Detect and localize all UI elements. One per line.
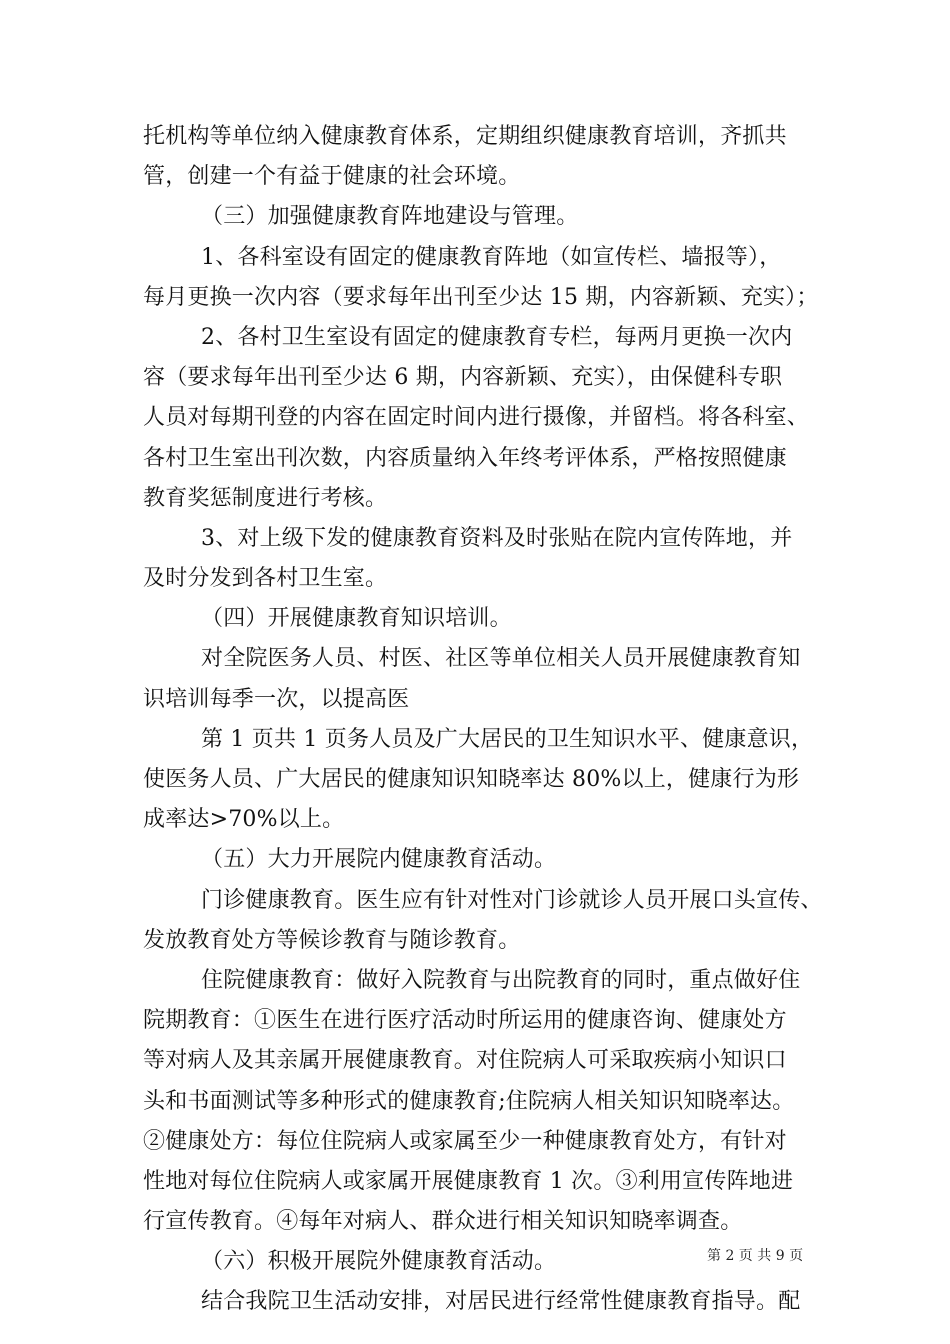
text-line: 每月更换一次内容（要求每年出刊至少达 15 期，内容新颖、充实）；: [143, 284, 819, 310]
text-line: 3、对上级下发的健康教育资料及时张贴在院内宣传阵地，并: [201, 525, 793, 551]
text-line: 教育奖惩制度进行考核。: [143, 485, 388, 511]
text-line: 院期教育：①医生在进行医疗活动时所运用的健康咨询、健康处方: [143, 1008, 787, 1034]
text-line: （三）加强健康教育阵地建设与管理。: [201, 204, 579, 230]
text-line: （五）大力开展院内健康教育活动。: [201, 847, 557, 873]
text-line: 人员对每期刊登的内容在固定时间内进行摄像，并留档。将各科室、: [143, 405, 810, 431]
text-line: 第 1 页共 1 页务人员及广大居民的卫生知识水平、健康意识，: [201, 726, 814, 752]
text-line: （六）积极开展院外健康教育活动。: [201, 1249, 557, 1275]
text-line: 容（要求每年出刊至少达 6 期，内容新颖、充实），由保健科专职: [143, 365, 783, 391]
text-line: 住院健康教育：做好入院教育与出院教育的同时，重点做好住: [201, 967, 801, 993]
text-line: 结合我院卫生活动安排，对居民进行经常性健康教育指导。配: [201, 1289, 801, 1315]
text-line: ②健康处方：每位住院病人或家属至少一种健康教育处方，有针对: [143, 1128, 787, 1154]
text-line: 2、各村卫生室设有固定的健康教育专栏，每两月更换一次内: [201, 324, 793, 350]
text-line: （四）开展健康教育知识培训。: [201, 606, 512, 632]
text-line: 门诊健康教育。医生应有针对性对门诊就诊人员开展口头宣传、: [201, 887, 823, 913]
text-line: 等对病人及其亲属开展健康教育。对住院病人可采取疾病小知识口: [143, 1048, 787, 1074]
page-footer: 第 2 页 共 9 页: [707, 1248, 804, 1264]
text-line: 1、各科室设有固定的健康教育阵地（如宣传栏、墙报等），: [201, 244, 782, 270]
text-line: 识培训每季一次，以提高医: [143, 686, 410, 712]
text-line: 成率达>70%以上。: [143, 807, 345, 833]
text-line: 各村卫生室出刊次数，内容质量纳入年终考评体系，严格按照健康: [143, 445, 787, 471]
text-line: 使医务人员、广大居民的健康知识知晓率达 80%以上，健康行为形: [143, 767, 800, 792]
text-line: 对全院医务人员、村医、社区等单位相关人员开展健康教育知: [201, 646, 801, 672]
document-body: [143, 117, 823, 1323]
text-line: 管，创建一个有益于健康的社会环境。: [143, 164, 521, 190]
text-line: 及时分发到各村卫生室。: [143, 566, 388, 592]
text-line: 头和书面测试等多种形式的健康教育;住院病人相关知识知晓率达。: [143, 1088, 795, 1114]
text-line: 发放教育处方等候诊教育与随诊教育。: [143, 927, 521, 953]
text-line: 行宣传教育。④每年对病人、群众进行相关知识知晓率调查。: [143, 1209, 743, 1235]
text-line: 性地对每位住院病人或家属开展健康教育 1 次。③利用宣传阵地进: [143, 1168, 794, 1194]
text-line: 托机构等单位纳入健康教育体系，定期组织健康教育培训，齐抓共: [143, 124, 787, 149]
